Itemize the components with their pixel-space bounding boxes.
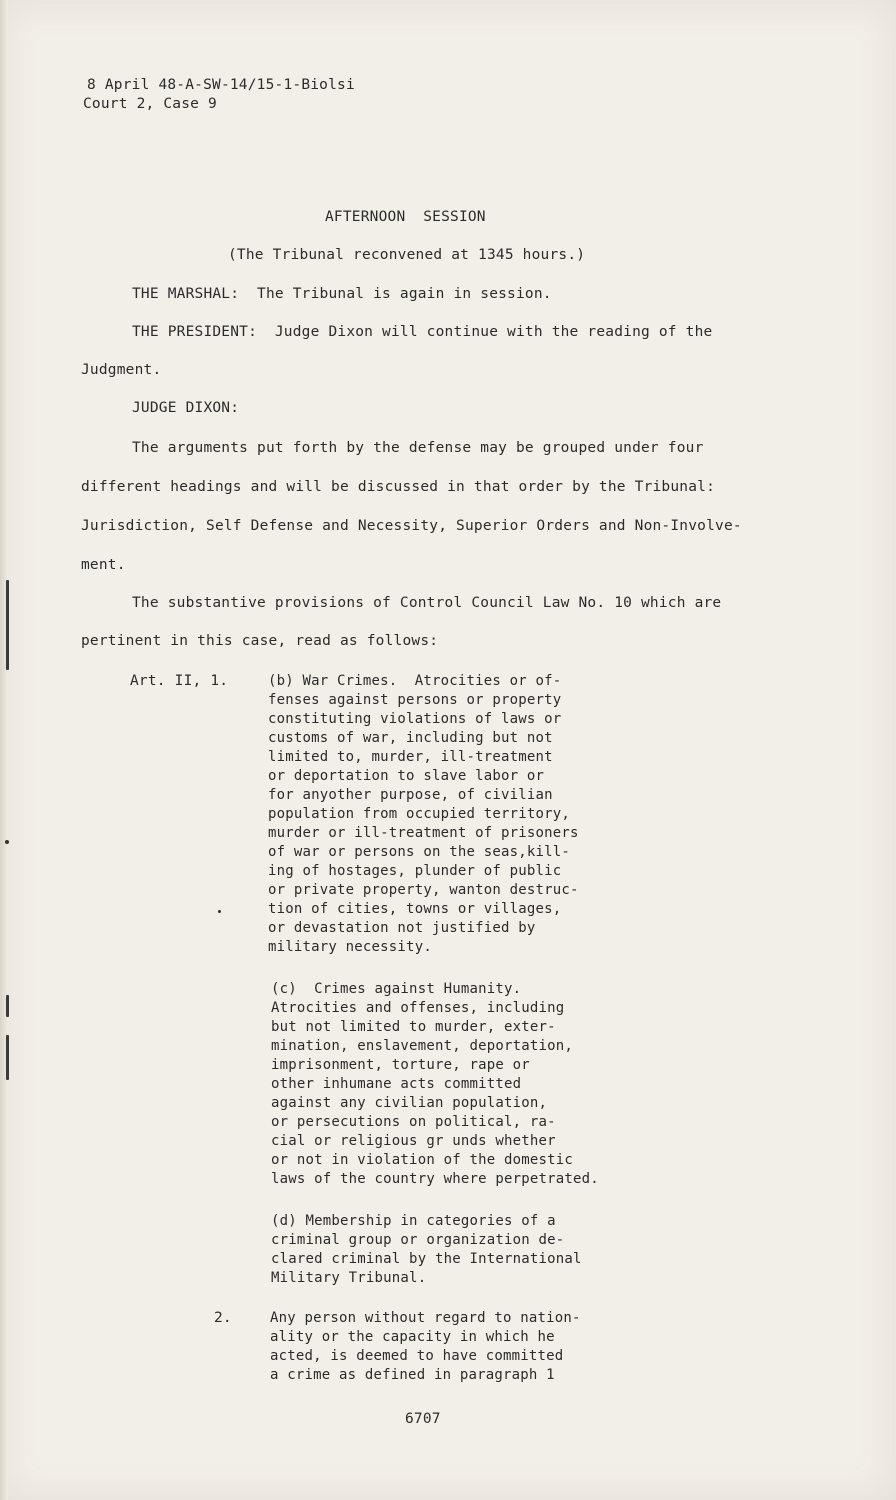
arguments-line-4: ment. — [81, 557, 126, 573]
arguments-line-3: Jurisdiction, Self Defense and Necessity, Superior Orders and Non-Involve- — [81, 518, 742, 534]
provisions-line-1: The substantive provisions of Control Council Law No. 10 which are — [132, 595, 722, 611]
reconvene-note: (The Tribunal reconvened at 1345 hours.) — [228, 247, 586, 263]
session-title: AFTERNOON SESSION — [325, 209, 486, 225]
header-line-2: Court 2, Case 9 — [83, 96, 217, 112]
paragraph-b-war-crimes: (b) War Crimes. Atrocities or of- fenses against persons or property constituting violations of laws or customs of war, including but not limited to, murder, ill-treatment or deportation to slave labor or for anyother purpose, of civilian population from occupied territory, murder or ill-treatment of prisoners of war or persons on the seas,kill- ing of hostages, plunder of public or private property, wanton destruc- tion of cities, towns or villages, or devastation not justified by military necessity. — [268, 673, 579, 955]
margin-mark — [6, 1035, 9, 1080]
article-label: Art. II, 1. — [130, 673, 229, 689]
paragraph-2: Any person without regard to nation- ality or the capacity in which he acted, is deemed to have committed a crime as defined in paragraph 1 — [270, 1310, 581, 1383]
margin-mark — [6, 580, 9, 670]
page-number: 6707 — [405, 1411, 441, 1427]
provisions-line-2: pertinent in this case, read as follows: — [81, 633, 439, 649]
paragraph-c-crimes-against-humanity: (c) Crimes against Humanity. Atrocities and offenses, including but not limited to murder, exter- mination, enslavement, deportation, imprisonment, torture, rape or other inhumane acts committed against any civilian population, or persecutions on political, ra- cial or religious gr unds whether or not in violation of the domestic laws of the country where perpetrated. — [271, 981, 599, 1187]
margin-dot — [5, 840, 9, 844]
president-line: THE PRESIDENT: Judge Dixon will continue with the reading of the — [132, 324, 713, 340]
item-2-label: 2. — [214, 1310, 232, 1326]
header-line-1: 8 April 48-A-SW-14/15-1-Biolsi — [87, 77, 355, 93]
president-line-continued: Judgment. — [81, 362, 162, 378]
marshal-line: THE MARSHAL: The Tribunal is again in session. — [132, 286, 552, 302]
arguments-line-2: different headings and will be discussed in that order by the Tribunal: — [81, 479, 716, 495]
arguments-line-1: The arguments put forth by the defense may be grouped under four — [132, 440, 704, 456]
paragraph-d-membership: (d) Membership in categories of a criminal group or organization de- clared criminal by the International Military Tribunal. — [271, 1213, 582, 1286]
margin-mark — [6, 995, 9, 1017]
judge-label: JUDGE DIXON: — [132, 400, 240, 416]
margin-dot — [218, 910, 221, 913]
